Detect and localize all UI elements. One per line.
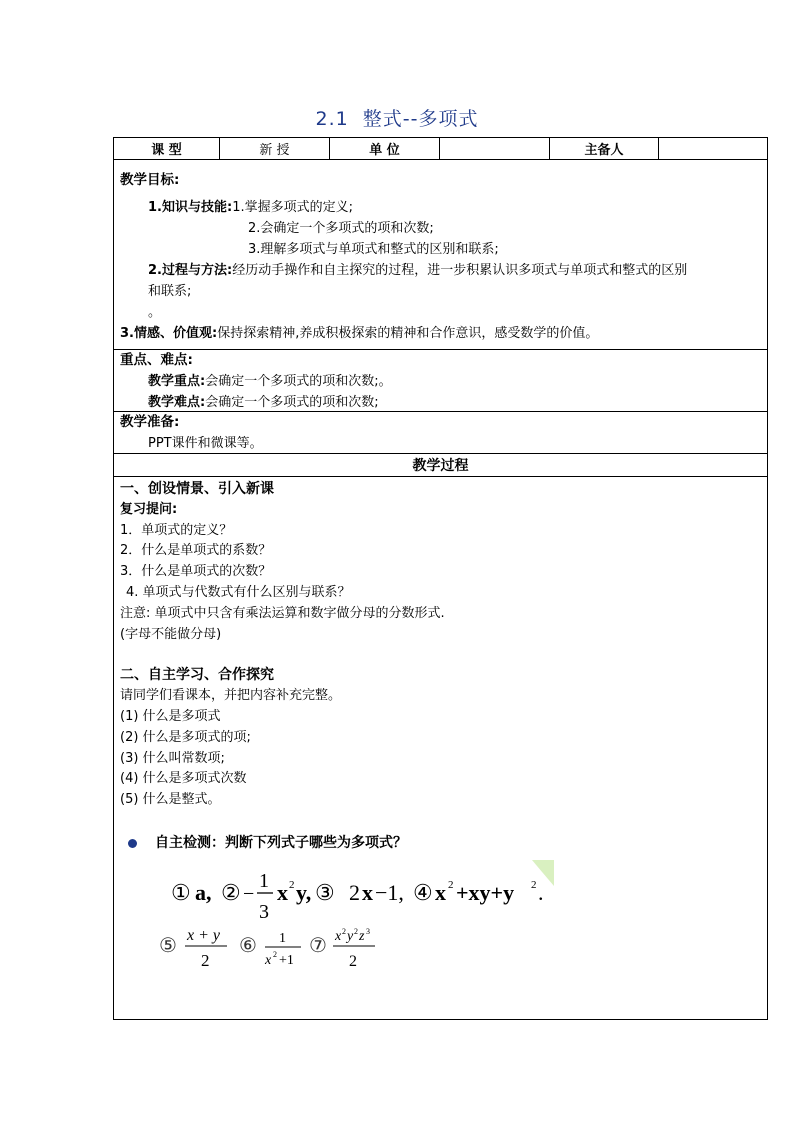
section-number: 2.1 xyxy=(315,108,349,130)
frac-numerator: 1 xyxy=(259,870,269,892)
study-item-3: (3) 什么叫常数项; xyxy=(120,750,225,766)
review-label: 复习提问: xyxy=(120,501,178,517)
preparer-value xyxy=(659,138,767,159)
expr-y: y, xyxy=(296,880,312,905)
knowledge-label: 1.知识与技能: xyxy=(148,200,233,215)
self-check-text: 自主检测：判断下列式子哪些为多项式？ xyxy=(155,834,407,851)
expr7-den: 2 xyxy=(349,953,357,970)
expr7-num: x xyxy=(335,929,342,944)
preparer-label: 主备人 xyxy=(550,138,659,159)
lesson-plan-table xyxy=(113,137,768,1020)
study-item-5: (5) 什么是整式。 xyxy=(120,792,221,808)
knowledge-item-2: 2.会确定一个多项式的项和次数; xyxy=(248,221,434,236)
process-line xyxy=(120,260,761,281)
sup-2b: 2 xyxy=(448,879,454,891)
formula-image xyxy=(159,860,579,970)
dot-line: 。 xyxy=(148,305,162,320)
expr6-den: x xyxy=(265,953,272,968)
prep-text: PPT课件和微课等。 xyxy=(148,436,263,451)
num-1: ① xyxy=(171,880,191,905)
process-cont: 和联系; xyxy=(148,284,192,299)
sup-2e: 2 xyxy=(342,927,346,936)
knowledge-item-3: 3.理解多项式与单项式和整式的区别和联系; xyxy=(248,242,499,257)
question-2: 2．什么是单项式的系数？ xyxy=(120,543,272,559)
knowledge-item-1: 1.掌握多项式的定义; xyxy=(232,200,353,215)
expr5-den: 2 xyxy=(201,951,210,970)
question-3: 3．什么是单项式的次数？ xyxy=(120,564,272,580)
sup-3: 3 xyxy=(366,927,370,936)
key-text: 会确定一个多项式的项和次数;。 xyxy=(205,374,392,389)
expr6-den-tail: +1 xyxy=(279,953,294,968)
part2-title: 二、自主学习、合作探究 xyxy=(120,667,274,684)
num-2: ② xyxy=(221,880,241,905)
key-label: 教学重点: xyxy=(148,374,206,389)
sup-2c: 2 xyxy=(531,879,537,891)
study-item-2: (2) 什么是多项式的项; xyxy=(120,729,251,745)
sup-2d: 2 xyxy=(273,950,277,959)
type-value: 新 授 xyxy=(220,138,330,159)
key-line xyxy=(120,371,761,392)
expr5-num: x + y xyxy=(187,927,220,944)
note: 注意: 单项式中只含有乘法运算和数字做分母的分数形式. xyxy=(120,605,445,621)
unit-value xyxy=(440,138,550,159)
type-label: 课 型 xyxy=(114,138,220,159)
minus-sign: − xyxy=(243,883,255,905)
emotion-line xyxy=(120,323,761,344)
goals-section xyxy=(114,160,767,350)
expr3-tail: −1, xyxy=(375,880,404,905)
difficulty-label: 教学难点: xyxy=(148,395,206,410)
num-5: ⑤ xyxy=(159,935,177,957)
page-title xyxy=(0,104,794,131)
sup-2f: 2 xyxy=(354,927,358,936)
self-check-line xyxy=(120,833,761,854)
process-body xyxy=(114,477,767,856)
frac-denominator: 3 xyxy=(259,901,269,923)
expr-x: x xyxy=(277,880,288,905)
part1-title: 一、创设情景、引入新课 xyxy=(120,481,274,497)
note-2: (字母不能做分母) xyxy=(120,626,222,642)
expr7-z: z xyxy=(359,929,365,944)
process-text: 经历动手操作和自主探究的过程，进一步积累认识多项式与单项式和整式的区别 xyxy=(232,263,688,278)
difficulty-text: 会确定一个多项式的项和次数; xyxy=(205,395,379,410)
keypoints-heading: 重点、难点: xyxy=(120,352,193,368)
sup-2a: 2 xyxy=(289,879,295,891)
expr-a: a, xyxy=(195,880,212,905)
difficulty-line xyxy=(120,392,761,413)
num-7: ⑦ xyxy=(309,935,327,957)
title-text: 整式--多项式 xyxy=(362,108,479,130)
expr3-x: x xyxy=(362,880,373,905)
keypoints-section xyxy=(114,350,767,412)
expr7-y: y xyxy=(347,929,354,944)
prep-heading: 教学准备: xyxy=(120,414,180,430)
expr3-coef: 2 xyxy=(349,880,360,905)
num-6: ⑥ xyxy=(239,935,257,957)
emotion-text: 保持探索精神,养成积极探索的精神和合作意识，感受数学的价值。 xyxy=(217,326,599,341)
goals-heading: 教学目标: xyxy=(120,172,180,188)
expr4-x: x xyxy=(435,880,446,905)
reading-instruction: 请同学们看课本，并把内容补充完整。 xyxy=(120,688,342,704)
process-heading: 教学过程 xyxy=(114,454,767,477)
emotion-label: 3.情感、价值观: xyxy=(120,326,218,341)
study-item-4: (4) 什么是多项式次数 xyxy=(120,771,247,787)
num-4: ④ xyxy=(413,880,433,905)
question-1: 1．单项式的定义？ xyxy=(120,522,233,538)
num-3: ③ xyxy=(315,880,335,905)
study-item-1: (1) 什么是多项式 xyxy=(120,708,221,724)
bullet-icon xyxy=(128,839,137,848)
period: . xyxy=(538,880,544,905)
expr4-tail: +xy+y xyxy=(456,880,515,905)
question-4: 4. 单项式与代数式有什么区别与联系？ xyxy=(126,584,351,600)
header-row xyxy=(114,138,767,160)
expr6-num: 1 xyxy=(279,931,286,946)
unit-label: 单 位 xyxy=(330,138,440,159)
knowledge-line-1 xyxy=(120,197,761,218)
process-label: 2.过程与方法: xyxy=(148,263,233,278)
prep-section xyxy=(114,412,767,454)
